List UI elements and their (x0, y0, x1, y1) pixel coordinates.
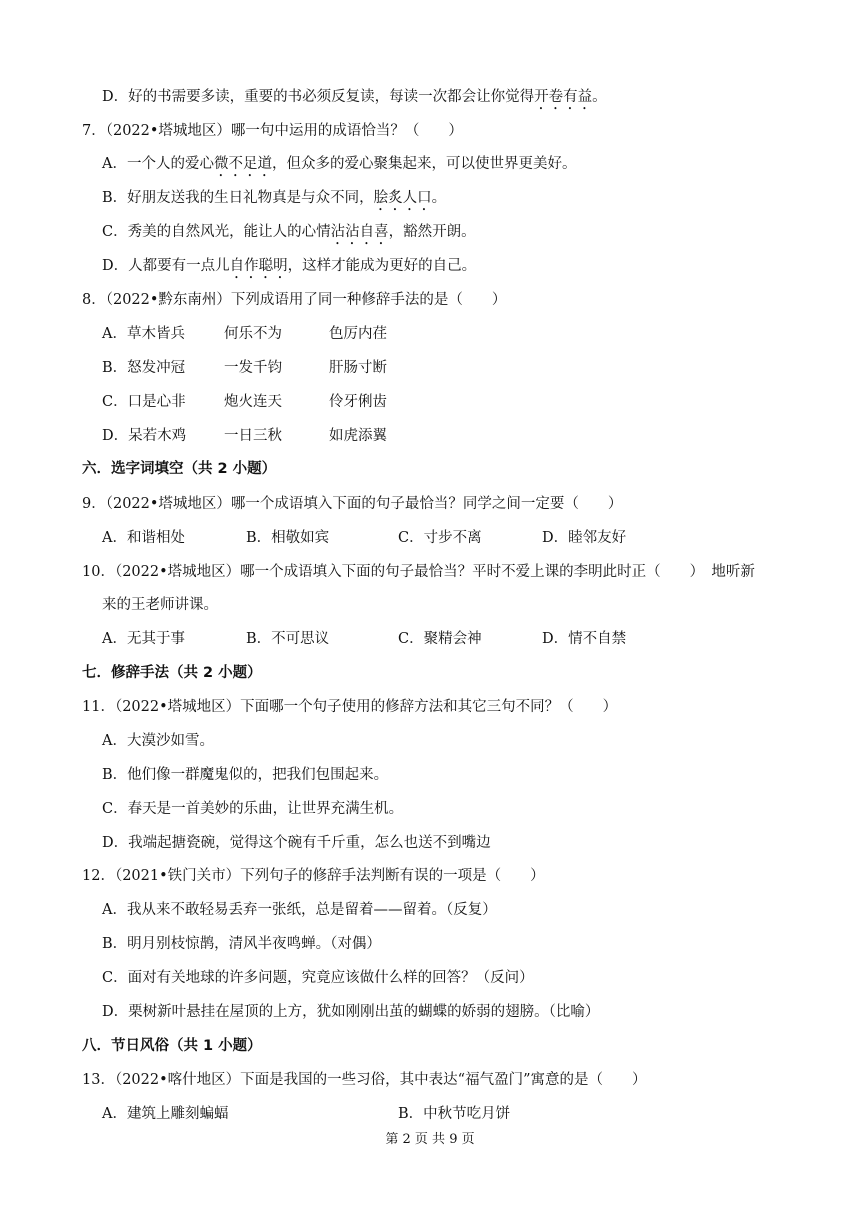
option-c: C．聚精会神 (398, 631, 482, 647)
question-12-option-b: B．明月别枝惊鹊，清风半夜鸣蝉。（对偶） (102, 936, 381, 952)
option-a: A．和谐相处 (102, 530, 185, 546)
option-c: C．寸步不离 (398, 530, 482, 546)
option-b-idiom-3: 肝肠寸断 (329, 360, 387, 376)
question-7-option-b: B．好朋友送我的生日礼物真是与众不同，脍炙人口。 (102, 190, 447, 206)
option-d-idiom-1: D．呆若木鸡 (102, 428, 187, 444)
option-a-idiom-1: A．草木皆兵 (102, 326, 185, 342)
option-a: A．建筑上雕刻蝙蝠 (102, 1106, 229, 1122)
option-c-idiom-3: 伶牙俐齿 (329, 394, 387, 410)
emphasized-idiom: 开卷有益 (534, 89, 593, 105)
section-7-heading: 七．修辞手法（共 2 小题） (82, 665, 262, 681)
question-8-stem: 8．（2022•黔东南州）下列成语用了同一种修辞手法的是（ ） (82, 292, 507, 308)
question-13-stem: 13．（2022•喀什地区）下面是我国的一些习俗，其中表达“福气盈门”寓意的是（ ） (82, 1072, 647, 1088)
question-9-stem: 9．（2022•塔城地区）哪一个成语填入下面的句子最恰当？同学之间一定要（ ） (82, 496, 623, 512)
option-a-idiom-3: 色厉内荏 (329, 326, 387, 342)
question-12-option-c: C．面对有关地球的许多问题，究竟应该做什么样的回答？（反问） (102, 970, 534, 986)
question-10-stem: 10．（2022•塔城地区）哪一个成语填入下面的句子最恰当？平时不爱上课的李明此时正（ ） 地听新 (82, 564, 755, 580)
option-b-idiom-1: B．怒发冲冠 (102, 360, 186, 376)
question-12-option-a: A．我从来不敢轻易丢弃一张纸，总是留着——留着。（反复） (102, 902, 497, 918)
option-c-idiom-2: 炮火连天 (224, 394, 282, 410)
option-d-idiom-2: 一日三秋 (224, 428, 282, 444)
option-b: B．中秋节吃月饼 (398, 1106, 511, 1122)
option-d-idiom-3: 如虎添翼 (329, 428, 387, 444)
option-a: A．无其于事 (102, 631, 185, 647)
question-11-option-b: B．他们像一群魔鬼似的，把我们包围起来。 (102, 767, 389, 783)
option-d: D．情不自禁 (542, 631, 627, 647)
section-8-heading: 八．节日风俗（共 1 小题） (82, 1038, 262, 1054)
question-11-option-d: D．我端起搪瓷碗，觉得这个碗有千斤重，怎么也送不到嘴边 (102, 835, 491, 851)
emphasized-idiom: 脍炙人口 (373, 190, 432, 206)
section-6-heading: 六．选字词填空（共 2 小题） (82, 461, 277, 477)
question-7-stem: 7．（2022•塔城地区）哪一句中运用的成语恰当？（ ） (82, 123, 463, 139)
emphasized-idiom: 微不足道 (213, 156, 272, 172)
question-7-option-d: D．人都要有一点儿自作聪明，这样才能成为更好的自己。 (102, 258, 477, 274)
page-number-footer: 第 2 页 共 9 页 (385, 1132, 475, 1147)
question-11-stem: 11．（2022•塔城地区）下面哪一个句子使用的修辞方法和其它三句不同？（ ） (82, 699, 618, 715)
option-d: D．睦邻友好 (542, 530, 627, 546)
question-12-stem: 12．（2021•铁门关市）下列句子的修辞手法判断有误的一项是（ ） (82, 868, 545, 884)
emphasized-idiom: 沾沾自喜 (330, 224, 389, 240)
question-7-option-c: C．秀美的自然风光，能让人的心情沾沾自喜，豁然开朗。 (102, 224, 476, 240)
question-11-option-a: A．大漠沙如雪。 (102, 733, 214, 749)
question-7-option-a: A．一个人的爱心微不足道，但众多的爱心聚集起来，可以使世界更美好。 (102, 156, 577, 172)
emphasized-idiom: 自作聪明 (229, 258, 288, 274)
question-12-option-d: D．栗树新叶悬挂在屋顶的上方，犹如刚刚出茧的蝴蝶的娇弱的翅膀。（比喻） (102, 1004, 600, 1020)
question-6-option-d: D．好的书需要多读，重要的书必须反复读，每读一次都会让你觉得开卷有益。 (102, 89, 607, 105)
option-b: B．相敬如宾 (246, 530, 330, 546)
option-c-idiom-1: C．口是心非 (102, 394, 186, 410)
option-a-idiom-2: 何乐不为 (224, 326, 282, 342)
option-b-idiom-2: 一发千钧 (224, 360, 282, 376)
question-10-stem-continued: 来的王老师讲课。 (102, 597, 218, 613)
option-b: B．不可思议 (246, 631, 330, 647)
question-11-option-c: C．春天是一首美妙的乐曲，让世界充满生机。 (102, 801, 404, 817)
